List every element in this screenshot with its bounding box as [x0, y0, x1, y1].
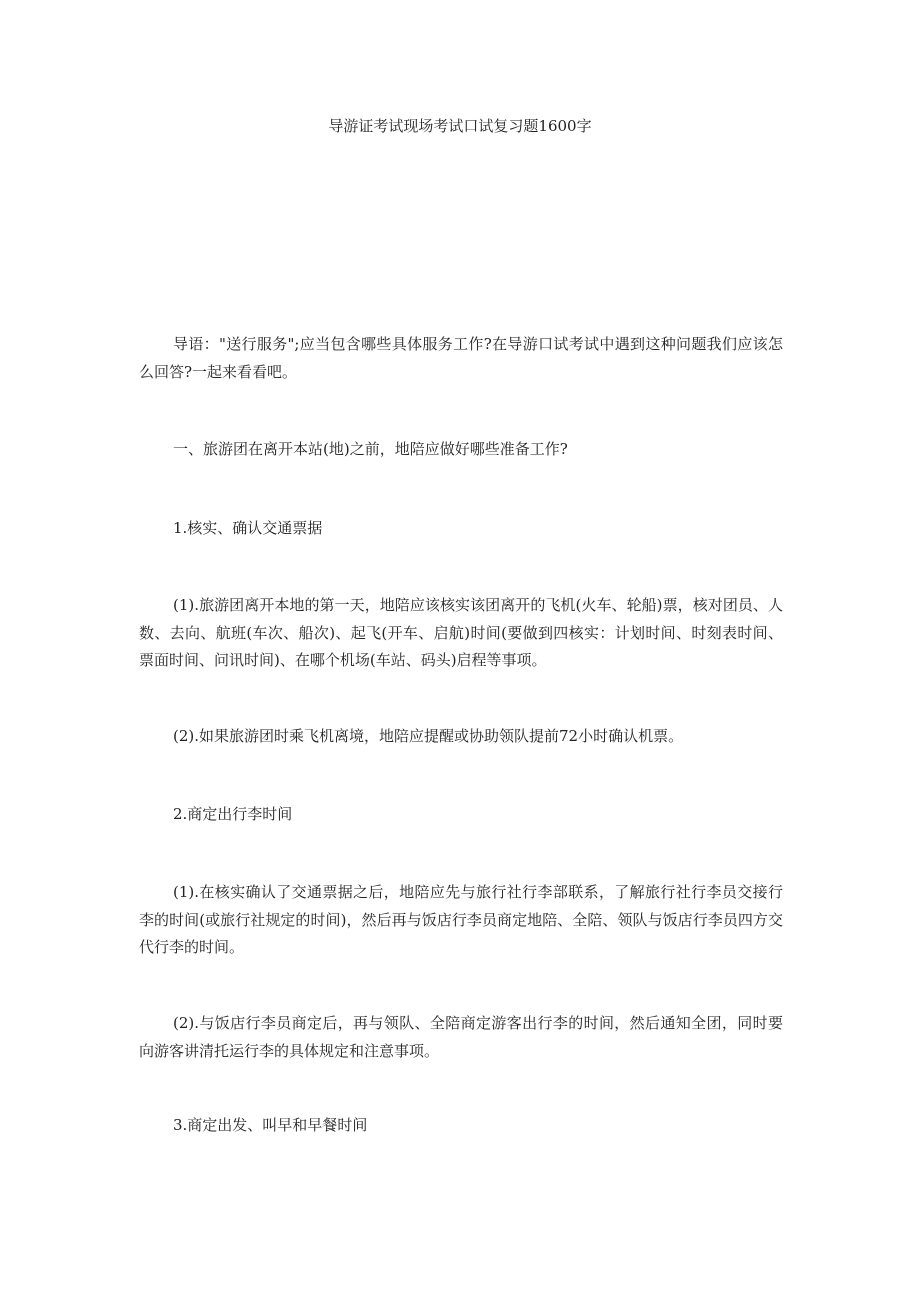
intro-paragraph: 导语："送行服务";应当包含哪些具体服务工作?在导游口试考试中遇到这种问题我们应该怎么回答?一起来看看吧。	[139, 335, 783, 381]
subheading-3: 3.商定出发、叫早和早餐时间	[173, 1116, 368, 1134]
paragraph-1-1: (1).旅游团离开本地的第一天，地陪应该核实该团离开的飞机(火车、轮船)票，核对团员、人数、去向、航班(车次、船次)、起飞(开车、启航)时间(要做到四核实：计划时间、时刻表时间、票面时间、问讯时间)、在哪个机场(车站、码头)启程等事项。	[139, 596, 783, 669]
paragraph-1-2: (2).如果旅游团时乘飞机离境，地陪应提醒或协助领队提前72小时确认机票。	[173, 727, 684, 745]
subheading-1: 1.核实、确认交通票据	[173, 519, 323, 537]
section-heading-1: 一、旅游团在离开本站(地)之前，地陪应做好哪些准备工作?	[173, 440, 568, 458]
document-title: 导游证考试现场考试口试复习题1600字	[328, 117, 592, 135]
subheading-2: 2.商定出行李时间	[173, 805, 293, 823]
paragraph-2-2: (2).与饭店行李员商定后，再与领队、全陪商定游客出行李的时间，然后通知全团，同时要向游客讲清托运行李的具体规定和注意事项。	[139, 1014, 783, 1060]
paragraph-2-1: (1).在核实确认了交通票据之后，地陪应先与旅行社行李部联系，了解旅行社行李员交接行李的时间(或旅行社规定的时间)，然后再与饭店行李员商定地陪、全陪、领队与饭店行李员四方交代行李的时间。	[139, 883, 783, 956]
